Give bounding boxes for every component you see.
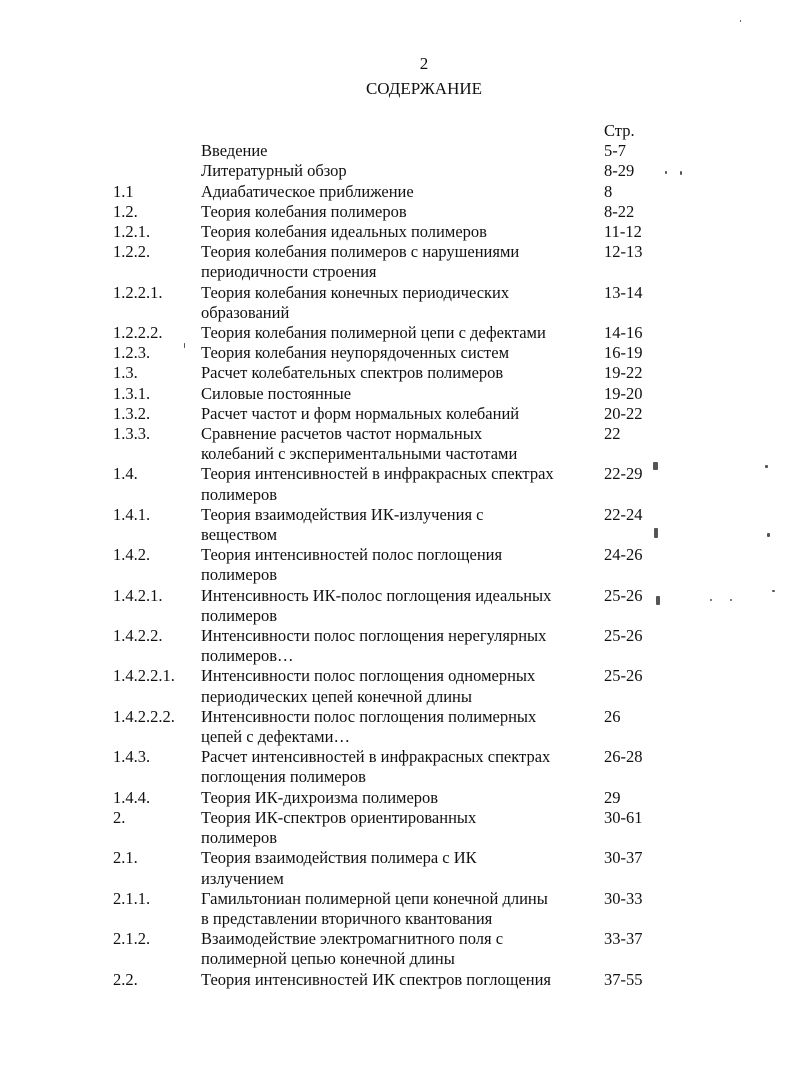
toc-entry-pages: 26	[604, 706, 621, 726]
toc-entry-title: Теория колебания полимеров	[201, 201, 407, 221]
toc-entry-number: 1.3.2.	[113, 403, 151, 423]
toc-entry-pages: 14-16	[604, 323, 643, 343]
toc-entry-pages: 30-61	[604, 807, 643, 827]
toc-entry-pages: 5-7	[604, 141, 626, 161]
toc-entry-title: Теория интенсивностей в инфракрасных спектрах полимеров	[201, 464, 554, 504]
toc-entry-number: 1.4.3.	[113, 747, 151, 767]
toc-entry-number: 1.2.	[113, 201, 138, 221]
toc-entry-pages: 8	[604, 181, 613, 201]
toc-entry-title: Интенсивность ИК-полос поглощения идеальных полимеров	[201, 585, 552, 625]
toc-entry-number: 2.	[113, 807, 126, 827]
toc-entry-number: 1.4.2.2.2.	[113, 706, 175, 726]
toc-header-row	[0, 121, 791, 141]
toc-entry-title: Теория взаимодействия ИК-излучения с веществом	[201, 504, 484, 545]
toc-entry	[0, 182, 791, 202]
toc-entry-pages: 13-14	[604, 282, 643, 302]
scan-speck	[710, 599, 712, 601]
toc-entry-pages: 26-28	[604, 747, 643, 767]
toc-entry-pages: 25-26	[604, 666, 643, 686]
toc-entry	[0, 970, 791, 990]
toc-entry-title: Расчет интенсивностей в инфракрасных спектрах поглощения полимеров	[201, 747, 551, 787]
toc-entry-title: Расчет колебательных спектров полимеров	[201, 363, 504, 383]
scan-speck	[730, 599, 732, 601]
toc-entry-title: Гамильтониан полимерной цепи конечной длины в представлении вторичного квантования	[201, 888, 548, 928]
toc-entry	[0, 161, 791, 181]
toc-entry-title: Введение	[201, 141, 268, 161]
toc-entry-pages: 22-24	[604, 504, 643, 524]
toc-entry-title: Интенсивности полос поглощения полимерных цепей с дефектами…	[201, 706, 537, 747]
toc-entry-title: Теория ИК-дихроизма полимеров	[201, 787, 439, 807]
toc-entry-title: Взаимодействие электромагнитного поля с полимерной цепью конечной длины	[201, 929, 504, 969]
toc-entry-pages: 20-22	[604, 403, 643, 423]
toc-entry	[0, 222, 791, 242]
toc-entry	[0, 626, 791, 666]
toc-entry-number: 2.1.1.	[113, 888, 151, 908]
toc-entry	[0, 404, 791, 424]
toc-entry-pages: 30-37	[604, 848, 643, 868]
toc-entry-title: Теория взаимодействия полимера с ИК излучением	[201, 848, 477, 888]
toc-entry-number: 1.2.3.	[113, 343, 151, 363]
toc-entry-title: Теория интенсивностей полос поглощения полимеров	[201, 545, 503, 585]
toc-entry-number: 1.3.3.	[113, 424, 151, 444]
toc-entry-pages: 37-55	[604, 969, 643, 989]
toc-entry-title: Расчет частот и форм нормальных колебаний	[201, 403, 520, 423]
toc-entry-pages: 8-29	[604, 161, 635, 181]
toc-entry-pages: 25-26	[604, 626, 643, 646]
scan-speck	[767, 533, 770, 537]
toc-entry-title: Интенсивности полос поглощения нерегулярных полимеров…	[201, 626, 547, 666]
toc-entry-title: Теория колебания полимерной цепи с дефектами	[201, 323, 546, 343]
toc-entry	[0, 707, 791, 747]
toc-entry	[0, 141, 791, 161]
toc-entry-pages: 8-22	[604, 201, 635, 221]
toc-entry-pages: 22	[604, 424, 621, 444]
toc-entry-pages: 16-19	[604, 343, 643, 363]
page-column-header: Стр.	[604, 121, 635, 140]
toc-entry	[0, 424, 791, 464]
scan-speck	[772, 590, 775, 592]
toc-entry-number: 1.3.1.	[113, 383, 151, 403]
toc-entry	[0, 464, 791, 504]
toc-entry-pages: 22-29	[604, 464, 643, 484]
toc-entry-number: 2.1.2.	[113, 929, 151, 949]
toc-entry-title: Сравнение расчетов частот нормальных колебаний с экспериментальными частотами	[201, 424, 518, 464]
toc-entry	[0, 202, 791, 222]
toc-entry-pages: 25-26	[604, 585, 643, 605]
toc-entry-number: 1.4.2.2.	[113, 626, 163, 646]
toc-entry-title: Интенсивности полос поглощения одномерных периодических цепей конечной длины	[201, 666, 536, 706]
toc-entry-pages: 29	[604, 787, 621, 807]
toc-entry-number: 1.4.4.	[113, 787, 151, 807]
toc-entry-number: 1.2.2.2.	[113, 323, 163, 343]
toc-entry	[0, 808, 791, 848]
scan-speck	[740, 20, 741, 22]
scan-speck	[656, 596, 660, 605]
toc-entry-title: Теория ИК-спектров ориентированных полимеров	[201, 807, 477, 848]
toc-entry	[0, 505, 791, 545]
scan-speck	[665, 171, 667, 174]
scan-speck	[765, 465, 768, 468]
toc-entry	[0, 384, 791, 404]
scan-speck	[680, 171, 682, 175]
toc-entry-pages: 33-37	[604, 929, 643, 949]
toc-entry-number: 1.4.1.	[113, 504, 151, 524]
toc-entry-pages: 12-13	[604, 242, 643, 262]
toc-entry-title: Теория интенсивностей ИК спектров поглощения	[201, 969, 552, 989]
toc-entry-title: Литературный обзор	[201, 161, 347, 181]
toc-entry	[0, 323, 791, 343]
toc-entry-title: Теория колебания полимеров с нарушениями периодичности строения	[201, 242, 520, 282]
toc-entry	[0, 889, 791, 929]
toc-entry	[0, 666, 791, 706]
toc-entry	[0, 343, 791, 363]
toc-entry-number: 2.2.	[113, 969, 138, 989]
toc-entry-number: 1.3.	[113, 363, 138, 383]
toc-entry	[0, 586, 791, 626]
toc-entry-pages: 24-26	[604, 545, 643, 565]
toc-entry-title: Адиабатическое приближение	[201, 181, 414, 201]
scan-speck	[653, 462, 658, 470]
toc-entry	[0, 242, 791, 282]
toc-entry	[0, 929, 791, 969]
scan-speck	[654, 528, 658, 538]
scan-speck	[184, 343, 185, 348]
toc-entry-number: 1.2.1.	[113, 222, 151, 241]
toc-entry	[0, 545, 791, 585]
toc-entry-number: 1.4.	[113, 464, 138, 484]
toc-entry-number: 1.4.2.2.1.	[113, 666, 175, 686]
toc-entry-title: Силовые постоянные	[201, 383, 352, 403]
toc-entry-title: Теория колебания идеальных полимеров	[201, 222, 487, 241]
toc-entry-number: 1.4.2.	[113, 545, 151, 565]
toc-entry-pages: 11-12	[604, 222, 642, 241]
toc-entry	[0, 363, 791, 383]
page-number: 2	[419, 54, 429, 73]
table-of-contents	[0, 121, 791, 990]
toc-entry-number: 1.2.2.1.	[113, 282, 163, 302]
toc-entry	[0, 848, 791, 888]
toc-entry-number: 1.4.2.1.	[113, 585, 163, 605]
toc-entry-pages: 19-22	[604, 363, 643, 383]
toc-entry-pages: 30-33	[604, 888, 643, 908]
toc-entry-number: 1.2.2.	[113, 242, 151, 262]
toc-entry-number: 2.1.	[113, 848, 138, 868]
toc-entry-pages: 19-20	[604, 383, 643, 403]
toc-entry-title: Теория колебания конечных периодических образований	[201, 282, 510, 322]
toc-entry-title: Теория колебания неупорядоченных систем	[201, 343, 510, 363]
toc-entry	[0, 788, 791, 808]
page-title: СОДЕРЖАНИЕ	[365, 79, 483, 98]
toc-entry-number: 1.1	[113, 181, 134, 201]
toc-entry	[0, 747, 791, 787]
toc-entry	[0, 283, 791, 323]
